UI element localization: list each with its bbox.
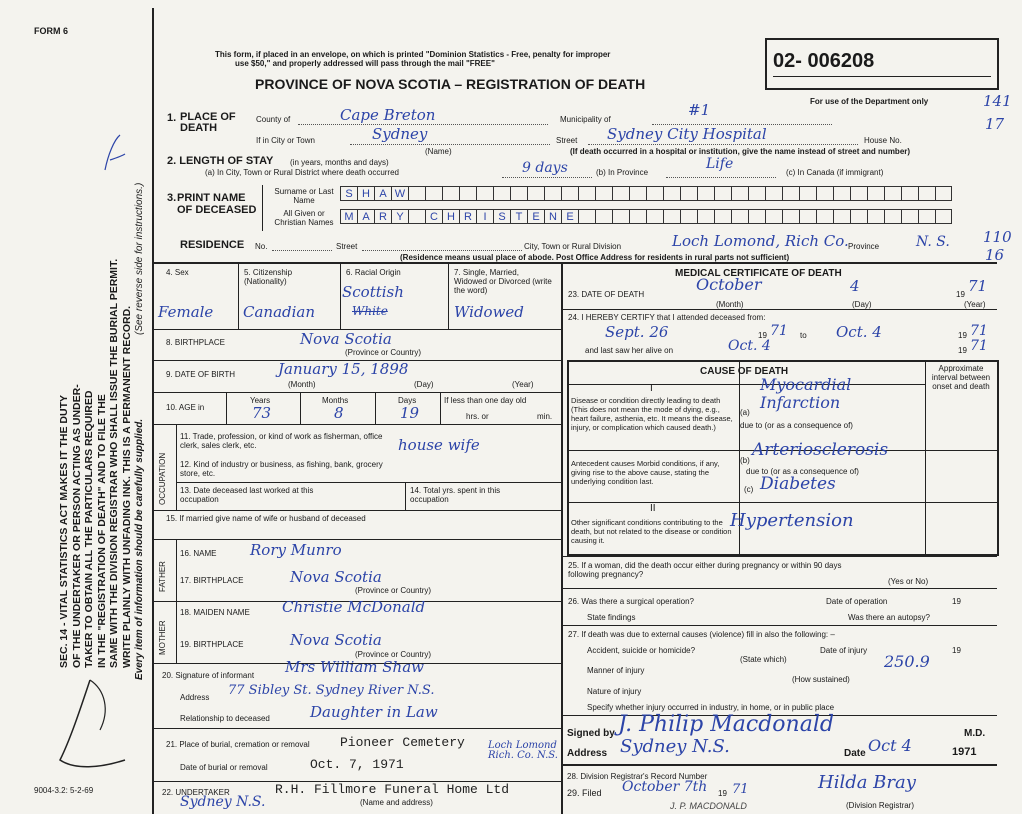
street-label: Street xyxy=(556,136,578,145)
informant-label: 20. Signature of informant xyxy=(162,671,255,680)
yes-no-sub: (Yes or No) xyxy=(888,577,929,586)
dob-label: 9. DATE OF BIRTH xyxy=(166,370,236,379)
dept-code-1: 141 xyxy=(983,92,1012,110)
given-label: All Given or Christian Names xyxy=(274,209,334,227)
last-worked-label: 13. Date deceased last worked at this occupation xyxy=(180,486,314,504)
less-than-day: If less than one day old xyxy=(444,396,527,405)
given-names-grid: M A R Y C H R I S T E N E xyxy=(340,209,952,224)
attended-to-year-prefix: 19 xyxy=(958,331,967,340)
page-title: PROVINCE OF NOVA SCOTIA – REGISTRATION OF DEATH xyxy=(255,76,646,92)
citizenship-value: Canadian xyxy=(243,303,316,321)
residence-note: (Residence means usual place of abode. Post Office Address for residents in rural parts not sufficient) xyxy=(400,253,790,262)
death-year: 71 xyxy=(968,277,988,295)
medical-title: MEDICAL CERTIFICATE OF DEATH xyxy=(675,268,842,279)
undertaker-name: R.H. Fillmore Funeral Home Ltd xyxy=(275,782,510,797)
cause-c-letter: (c) xyxy=(744,485,754,494)
operation-year-prefix: 19 xyxy=(952,597,961,606)
mother-maiden-value: Christie McDonald xyxy=(282,598,426,616)
cause-b-due: due to (or as a consequence of) xyxy=(746,467,859,476)
certify-label: 24. I HEREBY CERTIFY that I attended deceased from: xyxy=(568,313,766,322)
side-note-reverse: (See reverse side for instructions.) xyxy=(134,182,145,335)
attended-to: Oct. 4 xyxy=(836,323,882,341)
race-struck: White xyxy=(352,304,388,318)
form-number: FORM 6 xyxy=(34,26,69,36)
stay-c-label: (c) In Canada (if immigrant) xyxy=(786,168,884,177)
registrar-signature: Hilda Bray xyxy=(818,772,916,793)
stay-sub: (in years, months and days) xyxy=(290,158,389,167)
industry-label: 12. Kind of industry or business, as fishing, bank, grocery store, etc. xyxy=(180,460,383,478)
informant-address: 77 Sibley St. Sydney River N.S. xyxy=(228,683,435,698)
dob-day-sub: (Day) xyxy=(414,380,434,389)
dob-year-sub: (Year) xyxy=(512,380,534,389)
cause-of-death-title: CAUSE OF DEATH xyxy=(700,366,789,377)
cause-a-letter: (a) xyxy=(740,408,750,417)
surname-label: Surname or Last Name xyxy=(274,187,334,205)
age-days-value: 19 xyxy=(400,404,420,422)
father-side-label: FATHER xyxy=(158,561,167,592)
attended-from-year-prefix: 19 xyxy=(758,331,767,340)
trade-value: house wife xyxy=(398,436,480,454)
cause-a-value: Myocardial Infarction xyxy=(760,375,852,412)
attended-to-word: to xyxy=(800,331,807,340)
last-saw-year-prefix: 19 xyxy=(958,346,967,355)
side-instructions: SEC. 14 - VITAL STATISTICS ACT MAKES IT THE DUTY OF THE UNDERTAKER OR PERSON ACTING AS UNDER- TAKER TO OBTAIN ALL THE PARTICULARS REQUIRED IN THE "REGISTRATION OF DEATH" AND TO FILE THE SAME WITH THE DIVISION REGISTRAR WHO SHALL ISSUE THE BURIAL PERMIT. WRITE PLAINLY WITH UNFADING INK. THIS IS A PERMANENT RECORD. xyxy=(58,258,133,668)
classification-code: 250.9 xyxy=(884,652,930,671)
other-conditions-text: Other significant conditions contributing to the death, but not related to the disease or condition causing it. xyxy=(571,518,732,545)
mother-maiden-label: 18. MAIDEN NAME xyxy=(180,608,250,617)
registration-number-box xyxy=(765,38,999,90)
place-num: 1. xyxy=(167,112,177,124)
street-value: Sydney City Hospital xyxy=(607,125,767,143)
dept-code-4: 16 xyxy=(985,246,1005,264)
undertaker-label: 22. UNDERTAKER xyxy=(162,788,230,797)
cause-b-letter: (b) xyxy=(740,456,750,465)
filed-label: 29. Filed xyxy=(567,788,602,798)
other-conditions-value: Hypertension xyxy=(730,510,854,531)
surgery-question: 26. Was there a surgical operation? xyxy=(568,597,694,606)
registrar-sub: (Division Registrar) xyxy=(846,801,915,810)
burial-place-value: Pioneer Cemetery xyxy=(340,735,465,750)
birthplace-label: 8. BIRTHPLACE xyxy=(166,338,225,347)
name-num: 3. xyxy=(167,192,177,204)
dob-value: January 15, 1898 xyxy=(278,360,409,378)
father-birthplace-value: Nova Scotia xyxy=(290,568,382,586)
sex-label: 4. Sex xyxy=(166,268,189,277)
residence-no-label: No. xyxy=(255,242,268,251)
county-value: Cape Breton xyxy=(340,106,436,124)
last-saw-year: 71 xyxy=(970,338,988,354)
age-months-label: Months xyxy=(322,396,349,405)
death-day: 4 xyxy=(850,277,860,295)
sex-value: Female xyxy=(158,303,214,321)
last-saw-label: and last saw her alive on xyxy=(585,346,674,355)
father-name-value: Rory Munro xyxy=(250,541,342,559)
age-label: 10. AGE in xyxy=(166,403,205,412)
filed-year-prefix: 19 xyxy=(718,789,727,798)
death-day-sub: (Day) xyxy=(852,300,872,309)
accident-question: Accident, suicide or homicide? xyxy=(587,646,696,655)
attended-from: Sept. 26 xyxy=(605,323,669,341)
filed-date: October 7th xyxy=(622,779,708,795)
burial-date-value: Oct. 7, 1971 xyxy=(310,757,404,772)
mail-notice: This form, if placed in an envelope, on which is printed "Dominion Statistics - Free, penalty for improper use $50," and properly addressed will pass through the mail "FREE" xyxy=(215,50,611,68)
death-month: October xyxy=(696,275,762,294)
residence-city-label: City, Town or Rural Division xyxy=(524,242,622,251)
dept-code-2: 17 xyxy=(985,115,1005,133)
residence-province-value: N. S. xyxy=(916,234,950,250)
name-label: PRINT NAME OF DECEASED xyxy=(177,192,257,216)
age-days-label: Days xyxy=(398,396,417,405)
registration-number: 02- 006208 xyxy=(773,50,875,72)
house-label: House No. xyxy=(864,136,902,145)
cause-a-due: due to (or as a consequence of) xyxy=(740,421,853,430)
roman-one: I xyxy=(650,383,653,394)
specify-label: Specify whether injury occurred in industry, in home, or in public place xyxy=(587,703,835,712)
city-value: Sydney xyxy=(372,125,428,143)
mother-side-label: MOTHER xyxy=(158,620,167,655)
state-findings-label: State findings xyxy=(587,613,636,622)
burial-place-label: 21. Place of burial, cremation or removal xyxy=(166,740,310,749)
death-date-label: 23. DATE OF DEATH xyxy=(568,290,645,299)
spouse-label: 15. If married give name of wife or husband of deceased xyxy=(166,514,366,523)
birthplace-sub: (Province or Country) xyxy=(345,348,422,357)
residence-city-value: Loch Lomond, Rich Co. xyxy=(672,232,849,250)
min-label: min. xyxy=(537,412,553,421)
residence-street-label: Street xyxy=(336,242,358,251)
injury-date-label: Date of injury xyxy=(820,646,868,655)
interval-header: Approximate interval between onset and death xyxy=(931,364,991,391)
trade-label: 11. Trade, profession, or kind of work as fisherman, office clerk, sales clerk, etc. xyxy=(180,432,383,450)
undertaker-address: Sydney N.S. xyxy=(180,794,266,810)
birthplace-value: Nova Scotia xyxy=(300,330,392,348)
nature-label: Nature of injury xyxy=(587,687,642,696)
father-birthplace-label: 17. BIRTHPLACE xyxy=(180,576,244,585)
roman-two: II xyxy=(650,503,656,514)
external-causes-label: 27. If death was due to external causes (violence) fill in also the following: – xyxy=(568,630,835,639)
state-which-sub: (State which) xyxy=(740,655,787,664)
marital-value: Widowed xyxy=(454,303,524,321)
informant-address-label: Address xyxy=(180,693,210,702)
father-birthplace-sub: (Province or Country) xyxy=(355,586,432,595)
county-label: County of xyxy=(256,115,291,124)
death-year-prefix: 19 xyxy=(956,290,965,299)
race-label: 6. Racial Origin xyxy=(346,268,401,277)
stay-a-value: 9 days xyxy=(522,160,568,176)
race-value: Scottish xyxy=(342,283,404,301)
city-label: If in City or Town xyxy=(256,136,315,145)
pregnancy-question: 25. If a woman, did the death occur either during pregnancy or within 90 days following pregnancy? xyxy=(568,561,842,579)
operation-date-label: Date of operation xyxy=(826,597,888,606)
total-years-label: 14. Total yrs. spent in this occupation xyxy=(410,486,501,504)
relationship-label: Relationship to deceased xyxy=(180,714,270,723)
physician-signature: J. Philip Macdonald xyxy=(618,712,834,737)
manner-label: Manner of injury xyxy=(587,666,645,675)
death-month-sub: (Month) xyxy=(716,300,744,309)
signed-date: Oct 4 xyxy=(868,736,912,755)
age-years-label: Years xyxy=(250,396,271,405)
filed-year: 71 xyxy=(732,782,749,797)
relationship-value: Daughter in Law xyxy=(310,703,438,721)
record-number-label: 28. Division Registrar's Record Number xyxy=(567,772,708,781)
registrar-initial-mark xyxy=(30,620,160,780)
occupation-side-label: OCCUPATION xyxy=(158,452,167,505)
surname-grid: S H A W xyxy=(340,186,952,201)
stay-b-label: (b) In Province xyxy=(596,168,649,177)
residence-province-label: Province xyxy=(848,242,880,251)
side-note: Every item of information should be carefully supplied. xyxy=(134,418,145,680)
physician-address-label: Address xyxy=(567,748,608,759)
hospital-note: (If death occurred in a hospital or institution, give the name instead of street and number) xyxy=(570,147,911,156)
municipality-value: #1 xyxy=(688,101,711,119)
city-name-sub: (Name) xyxy=(425,147,452,156)
citizenship-label: 5. Citizenship (Nationality) xyxy=(244,268,293,286)
disease-text: Disease or condition directly leading to death (This does not mean the mode of dying, e.g., heart failure, asthenia, etc. It means the disease, injury, or complication which caused death.) xyxy=(571,396,733,432)
marital-label: 7. Single, Married, Widowed or Divorced (write the word) xyxy=(454,268,552,295)
injury-year-prefix: 19 xyxy=(952,646,961,655)
age-years-value: 73 xyxy=(252,404,272,422)
side-annotation-mark xyxy=(100,130,130,180)
antecedent-text: Antecedent causes Morbid conditions, if any, giving rise to the above cause, stating the underlying condition last. xyxy=(571,459,720,486)
stay-a-label: (a) In City, Town or Rural District where death occurred xyxy=(205,168,399,177)
cause-b-value: Arteriosclerosis xyxy=(752,440,889,460)
signed-date-label: Date xyxy=(844,748,866,759)
father-name-label: 16. NAME xyxy=(180,549,217,558)
burial-date-label: Date of burial or removal xyxy=(180,763,268,772)
form-code: 9004-3.2: 5-2-69 xyxy=(34,786,94,795)
age-months-value: 8 xyxy=(334,404,344,422)
md-label: M.D. xyxy=(964,728,986,739)
residence-label: RESIDENCE xyxy=(180,239,245,251)
attended-to-year: 71 xyxy=(970,323,988,339)
last-saw-date: Oct. 4 xyxy=(728,338,771,354)
attended-from-year: 71 xyxy=(770,323,788,339)
stamp-name: J. P. MACDONALD xyxy=(670,801,747,811)
cause-c-value: Diabetes xyxy=(760,474,836,494)
mother-birthplace-value: Nova Scotia xyxy=(290,631,382,649)
autopsy-question: Was there an autopsy? xyxy=(848,613,930,622)
undertaker-sub: (Name and address) xyxy=(360,798,433,807)
dept-code-3: 110 xyxy=(983,228,1012,246)
mother-birthplace-sub: (Province or Country) xyxy=(355,650,432,659)
death-year-sub: (Year) xyxy=(964,300,986,309)
hrs-label: hrs. or xyxy=(466,412,489,421)
dept-use-label: For use of the Department only xyxy=(810,97,929,106)
stay-label: 2. LENGTH OF STAY xyxy=(167,155,274,167)
stay-b-value: Life xyxy=(706,156,734,172)
burial-place-note: Loch Lomond Rich. Co. N.S. xyxy=(488,740,558,761)
how-sustained-sub: (How sustained) xyxy=(792,675,850,684)
signed-year: 1971 xyxy=(952,746,977,758)
mother-birthplace-label: 19. BIRTHPLACE xyxy=(180,640,244,649)
dob-month-sub: (Month) xyxy=(288,380,316,389)
place-of-death-label: PLACE OF DEATH xyxy=(180,111,236,134)
informant-signature: Mrs William Shaw xyxy=(285,658,424,676)
signed-by-label: Signed by xyxy=(567,728,615,739)
municipality-label: Municipality of xyxy=(560,115,611,124)
physician-address: Sydney N.S. xyxy=(620,736,730,757)
